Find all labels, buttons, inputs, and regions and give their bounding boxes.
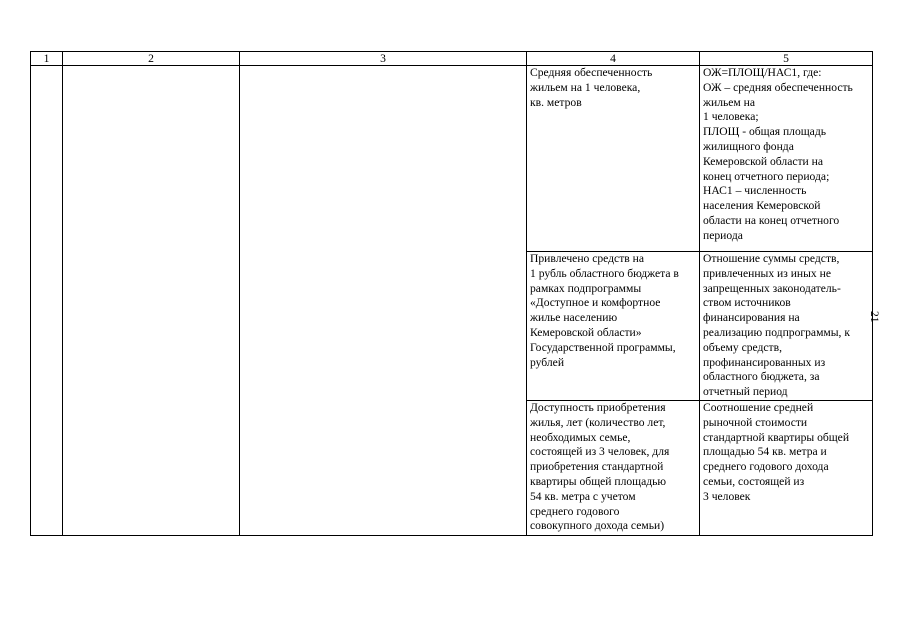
header-row — [31, 52, 873, 66]
indicator-cell: Средняя обеспеченность жильем на 1 человека, кв. метров — [527, 66, 700, 252]
indicators-table — [30, 51, 873, 536]
indicator-cell: Привлечено средств на 1 рубль областного бюджета в рамках подпрограммы «Доступное и комфортное жилье населению Кемеровской области» Государственной программы, рублей — [527, 252, 700, 401]
cell-col-2 — [63, 66, 240, 536]
method-cell: Соотношение средней рыночной стоимости стандартной квартиры общей площадью 54 кв. метра и среднего годового дохода семьи, состоящей из 3 человек — [700, 400, 873, 535]
page-number: 21 — [868, 311, 880, 323]
column-header-4: 4 — [527, 52, 700, 66]
column-header-1: 1 — [31, 52, 63, 66]
column-header-3: 3 — [240, 52, 527, 66]
method-cell: Отношение суммы средств, привлеченных из иных не запрещенных законодатель- ством источников финансирования на реализацию подпрограммы, к объему средств, профинансированных из областного бюджета, за отчетный период — [700, 252, 873, 401]
cell-col-3 — [240, 66, 527, 536]
cell-col-1 — [31, 66, 63, 536]
method-cell: ОЖ=ПЛОЩ/НАС1, где: ОЖ – средняя обеспеченность жильем на 1 человека; ПЛОЩ - общая площадь жилищного фонда Кемеровской области на конец отчетного периода; НАС1 – численность населения Кемеровской области на конец отчетного периода — [700, 66, 873, 252]
column-header-2: 2 — [63, 52, 240, 66]
indicator-cell: Доступность приобретения жилья, лет (количество лет, необходимых семье, состоящей из 3 человек, для приобретения стандартной квартиры общей площадью 54 кв. метра с учетом среднего годового совокупного дохода семьи) — [527, 400, 700, 535]
table-row — [31, 66, 873, 252]
column-header-5: 5 — [700, 52, 873, 66]
